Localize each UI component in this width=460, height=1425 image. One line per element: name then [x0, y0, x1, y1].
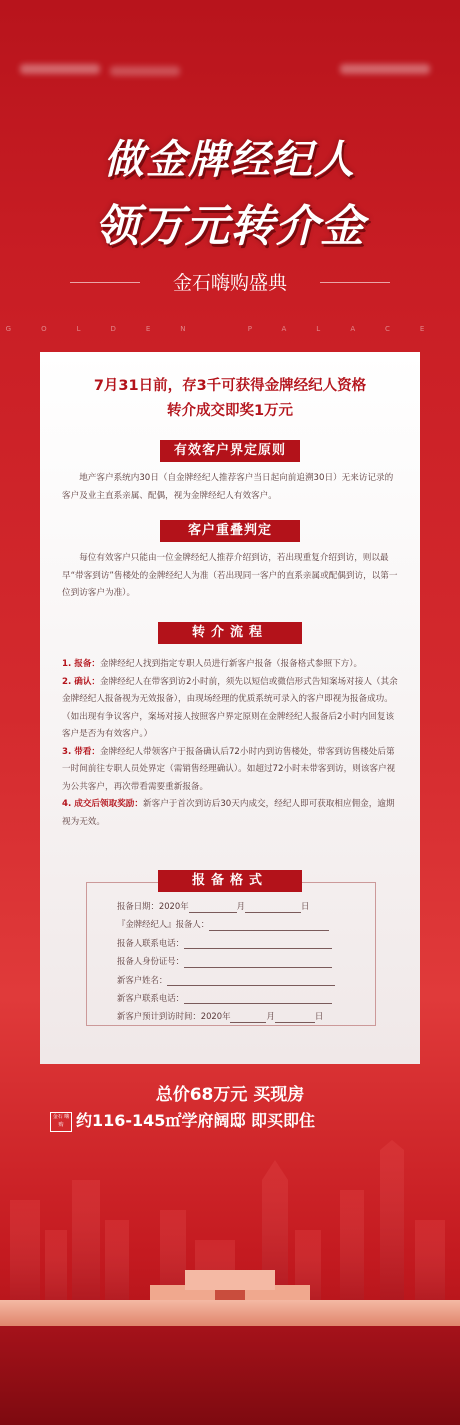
- section-title-report-format: 报备格式: [158, 870, 302, 892]
- step-text: 金牌经纪人在带客到访2小时前，须先以短信或微信形式告知案场对接人（其余金牌经纪人报备视为无效报备），由现场经理的优质系统可录入的客户即视为报备成功。（如出现有争议客户，案场对接人按照客户界定原则在金牌经纪人报备后2小时内回复该客户是否为有效客户。）: [62, 676, 398, 739]
- visit-label: 新客户预计到访时间：: [117, 1011, 201, 1022]
- section-title-valid-customer: 有效客户界定原则: [160, 440, 300, 462]
- decorative-blur-bar: [340, 64, 430, 74]
- step-text: 新客户于首次到访后30天内成交，经纪人即可获取相应佣金，逾期视为无效。: [62, 799, 395, 827]
- form-row-agent-id: [117, 952, 367, 970]
- city-skyline-illustration: [0, 1140, 460, 1320]
- headline-1: 7月31日前，存3千可获得金牌经纪人资格: [93, 378, 367, 394]
- footer-band: [0, 1326, 460, 1425]
- blank-agent-phone[interactable]: [184, 937, 332, 949]
- section-title-process: 转介流程: [158, 622, 302, 644]
- decorative-blur-bar: [20, 64, 100, 74]
- step-label: 2. 确认：: [62, 676, 101, 687]
- step-text: 金牌经纪人找到指定专职人员进行新客户报备（报备格式参照下方）。: [100, 659, 363, 669]
- form-row-date: [117, 897, 367, 915]
- blank-agent[interactable]: [209, 919, 329, 931]
- form-row-agent-phone: [117, 934, 367, 952]
- report-form-box: [86, 882, 376, 1026]
- subtitle-right-line: [320, 282, 390, 283]
- blank-month[interactable]: [189, 901, 237, 913]
- visit-day: 日: [314, 1011, 324, 1022]
- process-steps: [62, 656, 402, 831]
- brand-spaced-text: GOLDEN PALACE: [5, 325, 455, 333]
- title-line-1: 做金牌经纪人: [104, 137, 356, 183]
- step-label: 1. 报备：: [62, 659, 101, 669]
- date-month: 月: [236, 901, 245, 911]
- process-step: [62, 656, 402, 674]
- date-day: 日: [300, 901, 310, 911]
- title-line-2: 领万元转介金: [95, 201, 365, 252]
- ground-strip: [0, 1300, 460, 1326]
- agent-label: 『金牌经纪人』报备人：: [117, 919, 210, 930]
- visit-year: 2020年: [200, 1011, 231, 1022]
- blank-customer-phone[interactable]: [184, 992, 332, 1004]
- customer-phone-label: 新客户联系电话：: [117, 992, 184, 1003]
- agent-phone-label: 报备人联系电话：: [117, 937, 184, 948]
- info-card: [40, 352, 420, 1064]
- process-step: [62, 744, 402, 797]
- area-line: 约116-145㎡学府阔邸 即买即住: [76, 1111, 316, 1130]
- section-text-overlap: 每位有效客户只能由一位金牌经纪人推荐介绍到访，若出现重复介绍到访，则以最早“带客到访”售楼处的金牌经纪人为准（若出现同一客户的直系亲属或配偶到访，以第一位到访客户为准）。: [62, 553, 398, 598]
- step-label: 4. 成交后领取奖励：: [62, 799, 143, 809]
- headline-2: 转介成交即奖1万元: [166, 403, 294, 419]
- date-year: 2020年: [158, 901, 189, 911]
- date-label: 报备日期：: [117, 901, 159, 911]
- process-step: [62, 674, 402, 744]
- visit-month: 月: [266, 1011, 275, 1022]
- blank-agent-id[interactable]: [184, 956, 332, 968]
- price-line: 总价68万元 买现房: [155, 1085, 305, 1105]
- form-row-customer-phone: [117, 989, 367, 1007]
- section-title-overlap: 客户重叠判定: [160, 520, 300, 542]
- decorative-blur-bar: [110, 66, 180, 76]
- blank-visit-day[interactable]: [275, 1011, 315, 1023]
- blank-customer-name[interactable]: [167, 974, 335, 986]
- blank-day[interactable]: [245, 901, 301, 913]
- mini-logo: 金石 嗨购: [50, 1112, 72, 1132]
- section-text-valid-customer: 地产客户系统内30日（自金牌经纪人推荐客户当日起向前追溯30日）无来访记录的客户及业主直系亲属、配偶，视为金牌经纪人有效客户。: [62, 473, 394, 501]
- form-row-customer-name: [117, 971, 367, 989]
- process-step: [62, 796, 402, 831]
- form-row-agent: [117, 915, 367, 933]
- customer-name-label: 新客户姓名：: [117, 974, 168, 985]
- step-text: 金牌经纪人带领客户于报备确认后72小时内到访售楼处，带客到访售楼处后第一时间前往专职人员处界定（需销售经理确认）。如超过72小时未带客到访，则该客户视为公共客户，再次带看需要重新报备。: [62, 746, 396, 792]
- blank-visit-month[interactable]: [230, 1011, 266, 1023]
- agent-id-label: 报备人身份证号：: [117, 956, 184, 967]
- subtitle: 金石嗨购盛典: [172, 272, 287, 294]
- step-label: 3. 带看：: [62, 746, 101, 757]
- report-form: [117, 897, 367, 1026]
- form-row-visit-time: [117, 1007, 367, 1025]
